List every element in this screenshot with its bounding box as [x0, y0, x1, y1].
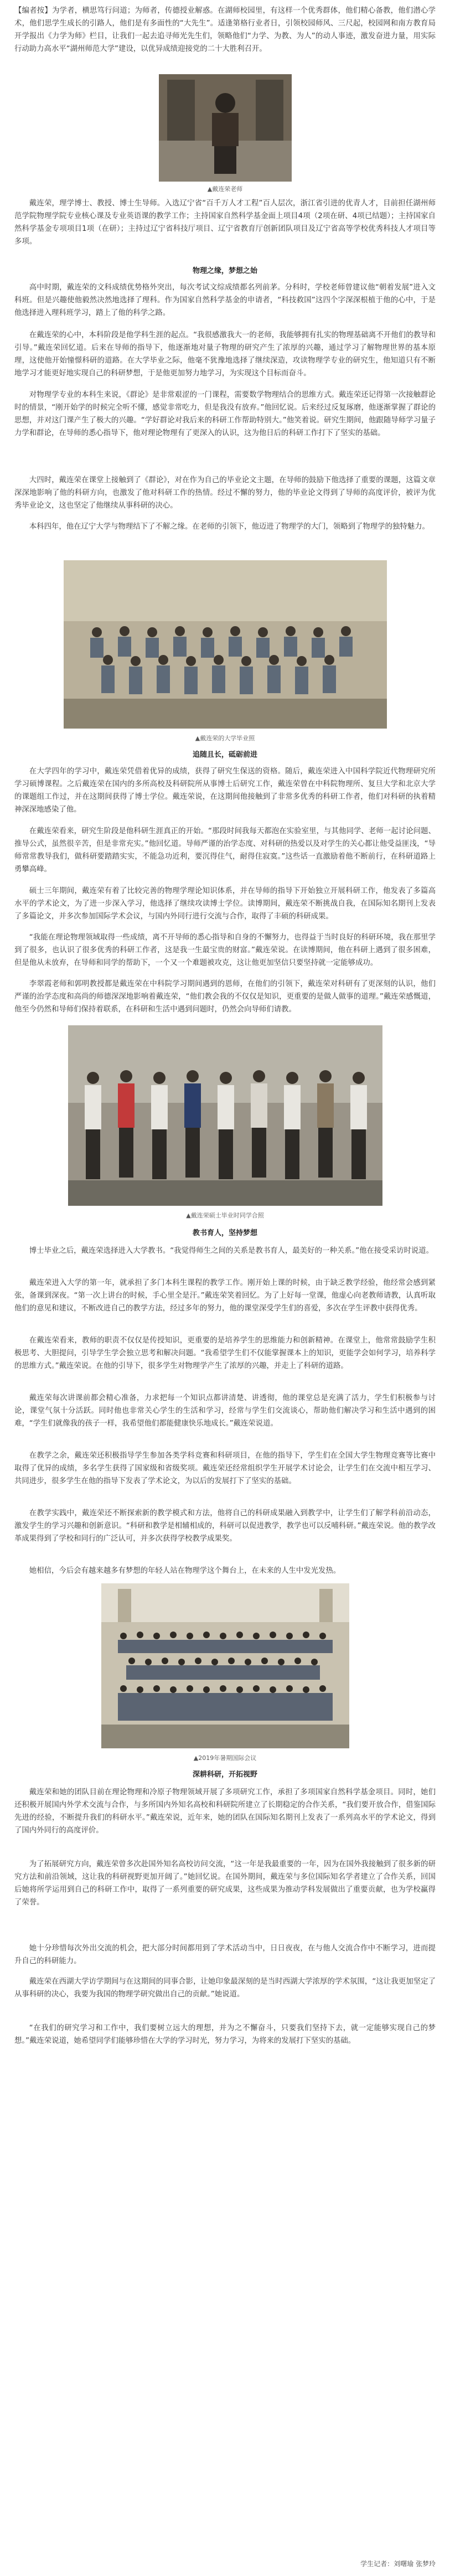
- paragraph: 在教学实践中，戴连荣还不断探索新的教学模式和方法，他将自己的科研成果融入到教学中，让学生们了解学科前沿动态，激发学生的学习兴趣和创新意识。“科研和教学是相辅相成的，科研可以促进教学，教学也可以反哺科研。”戴连荣说。他的教学改革成果得到了学校和同行的广泛认可，并多次获得学校教学成果奖。: [14, 1509, 436, 1543]
- portrait-photo: [159, 74, 292, 182]
- paragraph: 高中时期，戴连荣的文科成绩优势格外突出，每次考试文综成绩都名列前茅。分科时，学校老师曾建议他“朝着发展”进入文科班。但是兴趣使他毅然决然地选择了理科。作为国家自然科学基金的申请者，“科技救国”这四个字深深根植于他的心中，于是他选择进入理科班学习，踏上了他的科学之路。: [14, 283, 436, 317]
- paragraph: 在大学四年的学习中，戴连荣凭借着优异的成绩，获得了研究生保送的资格。随后，戴连荣进入中国科学院近代物理研究所学习硕博课程。之后戴连荣在国内的多所高校及科研院所从事博士后研究工作，戴连荣曾在中科院物理所、复旦大学和北京大学的课题组工作过，并在这期间获得了博士学位。戴连荣说，在这期间他接触到了非常多优秀的科研工作者，他们对科研的执着精神深深地感染了他。: [14, 767, 436, 814]
- section-heading: 教书育人，坚持梦想: [192, 1229, 257, 1237]
- paragraph: 大四时，戴连荣在课堂上接触到了《群论》，对在作为自己的毕业论文主题，在导师的鼓励下他选择了重要的课题，这篇文章深深地影响了他的科研方向，也激发了他对科研工作的热情。经过不懈的努力，他的毕业论文得到了导师的高度评价，被评为优秀毕业论文，这也坚定了他继续从事科研的决心。: [14, 476, 436, 510]
- masters-group-photo: [68, 1025, 382, 1206]
- paragraph: 戴连荣在西湖大学访学期间与在这期间的同事合影，让她印象最深刻的是当时西湖大学浓厚的学术氛围，“这让我更加坚定了从事科研的决心，我要为我国的物理学研究做出自己的贡献。”她说道。: [14, 1978, 436, 1999]
- conference-photo: [101, 1583, 349, 1748]
- section-heading: 深耕科研，开拓视野: [192, 1770, 257, 1779]
- editor-note: 【编者按】为学者，横思笃行问道；为师者，传德授业解惑。在湖师校园里，有这样一个优秀群体，他们精心备教，他们潜心学术，他们思学生成长的引路人，他们是有多面性的“大先生”。适逢第格行业者日，引领校园师风、三尺起，校园网和南方教育局开学报出《力学为师》栏目，让我们一起去追寻师光先生们，领略他们“力学、为教、为人”的动人事迹，激发奋进力量，用实际行动助力高水平“湖州师范大学”建设，以优异成绩迎接党的二十大胜利召开。: [14, 7, 436, 53]
- paragraph: 对物理学专业的本科生来说，《群论》是非常艰涩的一门课程，需要数学物理结合的思维方式。戴连荣还记得第一次接触群论时的情景，“刚开始学的时候完全听不懂，感觉非常吃力，但是我没有放弃。”他回忆说。后来经过反复琢磨，他逐渐掌握了群论的思想，并对这门课产生了极大的兴趣。“学好群论对我后来的科研工作帮助特别大。”他笑着说。研究生期间，他跟随导师学习量子力学和群论，在导师的悉心指导下，他对理论物理有了更深入的认识，这为他日后的科研工作打下了坚实的基础。: [14, 391, 436, 437]
- section-heading: 追随且长，砥砺前进: [192, 751, 257, 759]
- reporter-credit: 学生记者：刘曙瑜 张梦玲: [360, 2560, 436, 2568]
- paragraph: 本科四年，他在辽宁大学与物理结下了不解之缘。在老师的引领下，他迈进了物理学的大门，领略到了物理学的独特魅力。: [29, 523, 430, 531]
- paragraph: 戴连荣，理学博士、教授、博士生导师。入选辽宁省“百千万人才工程”百人层次，浙江省引进的优青人才，目前担任湖州师范学院物理学院专业核心课及专业英语课的教学工作；主持国家自然科学基金面上项目4项（2项在研、4项已结题）；主持国家自然科学基金专项项目1项（在研）；主持过辽宁省科技厅项目、辽宁省教育厅创新团队项目及辽宁省高等学校优秀科技人才项目等多项。: [14, 199, 436, 246]
- paragraph: 李翠霞老师和郭明教授都是戴连荣在中科院学习期间遇到的恩师，在他们的引领下，戴连荣对科研有了更深刻的认识，他们严谨的治学态度和高尚的师德深深地影响着戴连荣，“他们教会我的不仅仅是知识，更重要的是做人做事的道理。”戴连荣感慨道，他至今仍然和导师们保持着联系，在科研和生活中遇到问题时，仍然会向导师们请教。: [14, 980, 436, 1014]
- paragraph: 在戴连荣看来，研究生阶段是他科研生涯真正的开始。“那段时间我每天都泡在实验室里，与其他同学、老师一起讨论问题、推导公式，虽然很辛苦，但是非常充实。”他回忆道。导师严谨的治学态度、对科研的热爱以及对学生的关心都让他受益匪浅，“导师常常教导我们，做科研要踏踏实实，不能急功近利，要沉得住气，耐得住寂寞。”这些话一直激励着他不断前行，在科研道路上勇攀高峰。: [14, 827, 436, 874]
- paragraph: 戴连荣和她的团队目前在理论物理和冷原子物理领域开展了多项研究工作，承担了多项国家自然科学基金项目。同时，她们还积极开展国内外学术交流与合作，与多所国内外知名高校和科研院所建立了长期稳定的合作关系，“我们要开放合作，借鉴国际先进的经验，不断提升我们的科研水平。”戴连荣说，近年来，她的团队在国际知名期刊上发表了一系列高水平的学术论文，得到了国内外同行的高度评价。: [14, 1788, 436, 1835]
- paragraph: 她相信，今后会有越来越多有梦想的年轻人站在物理学这个舞台上，在未来的人生中发光发热。: [29, 1567, 341, 1575]
- paragraph: 为了拓展研究方向，戴连荣曾多次赴国外知名高校访问交流，“这一年是我最重要的一年，因为在国外我接触到了很多新的研究方法和前沿领域，这让我的科研视野更加开阔了。”她回忆说。在国外期间，戴连荣与多位国际知名学者建立了合作关系，回国后她将所学运用到自己的科研工作中，取得了一系列重要的研究成果，这些成果为推动学科发展做出了重要贡献，也为学校赢得了荣誉。: [14, 1860, 436, 1907]
- masters-caption: ▲戴连荣硕士毕业时同学合照: [186, 1212, 264, 1219]
- paragraph: 在教学之余，戴连荣还积极指导学生参加各类学科竞赛和科研项目，在他的指导下，学生们在全国大学生物理竞赛等比赛中取得了优异的成绩，多名学生获得了国家级和省级奖项。戴连荣还经常组织学生开展学术讨论会，让学生们在交流中相互学习、共同进步，很多学生在他的指导下发表了学术论文，为以后的发展打下了坚实的基础。: [14, 1452, 436, 1485]
- paragraph: 戴连荣进入大学的第一年，就承担了多门本科生课程的教学工作。刚开始上课的时候，由于缺乏教学经验，他经常会感到紧张，备课到深夜。“第一次上讲台的时候，手心里全是汗。”戴连荣笑着回忆。为了上好每一堂课，他虚心向老教师请教，认真听取他们的意见和建议，不断改进自己的教学方法，经过多年的努力，他的课堂深受学生们的喜爱，多次在学生评教中获得优秀。: [14, 1279, 436, 1313]
- graduation-caption: ▲戴连荣的大学毕业照: [195, 735, 255, 742]
- paragraph: 她十分珍惜每次外出交流的机会，把大部分时间都用到了学术活动当中，日日夜夜，在与他人交流合作中不断学习，进而提升自己的科研能力。: [14, 1944, 436, 1965]
- paragraph: “我能在理论物理领域取得一些成绩，离不开导师的悉心指导和自身的不懈努力，也得益于当时良好的科研环境，我在那里学到了很多，也认识了很多优秀的科研工作者，这是我一生最宝贵的财富。”戴连荣说。在读博期间，他在科研上遇到了很多困难，但是他从未放弃，在导师和同学的帮助下，一个又一个难题被攻克，这让他更加坚信只要坚持就一定能够成功。: [14, 933, 436, 967]
- paragraph: 在戴连荣看来，教师的职责不仅仅是传授知识，更重要的是培养学生的思维能力和创新精神。在课堂上，他常常鼓励学生积极思考、大胆提问，引导学生学会独立思考和解决问题。“我希望学生们不仅能掌握课本上的知识，更能学会如何学习，培养科学的思维方式。”戴连荣说。在他的引导下，很多学生对物理学产生了浓厚的兴趣，并走上了科研的道路。: [14, 1336, 436, 1370]
- conference-caption: ▲2019年暑期国际会议: [193, 1754, 257, 1762]
- paragraph: 博士毕业之后，戴连荣选择进入大学教书。“我觉得师生之间的关系是教书育人，最美好的一种关系。”他在接受采访时说道。: [29, 1247, 434, 1255]
- section-heading: 物理之缘，梦想之始: [192, 267, 257, 275]
- paragraph: 戴连荣每次讲课前都会精心准备，力求把每一个知识点都讲清楚、讲透彻，他的课堂总是充满了活力，学生们积极参与讨论，课堂气氛十分活跃。同时他也非常关心学生的生活和学习，经常与学生们交流谈心，帮助他们解决学习和生活中遇到的困难，“学生们就像我的孩子一样，我希望他们都能健康快乐地成长。”戴连荣说道。: [14, 1394, 436, 1428]
- graduation-photo: [64, 560, 387, 729]
- paragraph: 在戴连荣的心中，本科阶段是他学科生涯的起点。“我很感激我大一的老师，我能够拥有扎实的物理基础离不开他们的教导和引导。”戴连荣回忆道。后来在导师的指导下，他逐渐地对量子物理的研究产生了浓厚的兴趣，通过学习了解物理世界的基本原理，这使他开始憧憬科研的道路。在大学毕业之际，他毫不犹豫地选择了继续深造，攻读物理学专业的研究生，他知道只有不断地学习才能更好地实现自己的科研梦想，于是他更加努力地学习，为实现这个目标而奋斗。: [14, 331, 436, 378]
- paragraph: “在我们的研究学习和工作中，我们要树立远大的理想，并为之不懈奋斗，只要我们坚持下去，就一定能够实现自己的梦想。”戴连荣说道，她希望同学们能够珍惜在大学的学习时光，努力学习，为将来的发展打下坚实的基础。: [14, 2024, 436, 2045]
- paragraph: 硕士三年期间，戴连荣有着了比较完善的物理学理论知识体系，并在导师的指导下开始独立开展科研工作，他发表了多篇高水平的学术论文，为了进一步深入学习，他选择了继续攻读博士学位。读博期间，戴连荣不断挑战自我，在国际知名期刊上发表了多篇论文，并多次参加国际学术会议，与国内外同行进行交流与合作，取得了丰硕的科研成果。: [14, 887, 436, 921]
- portrait-caption: ▲戴连荣老师: [207, 185, 243, 193]
